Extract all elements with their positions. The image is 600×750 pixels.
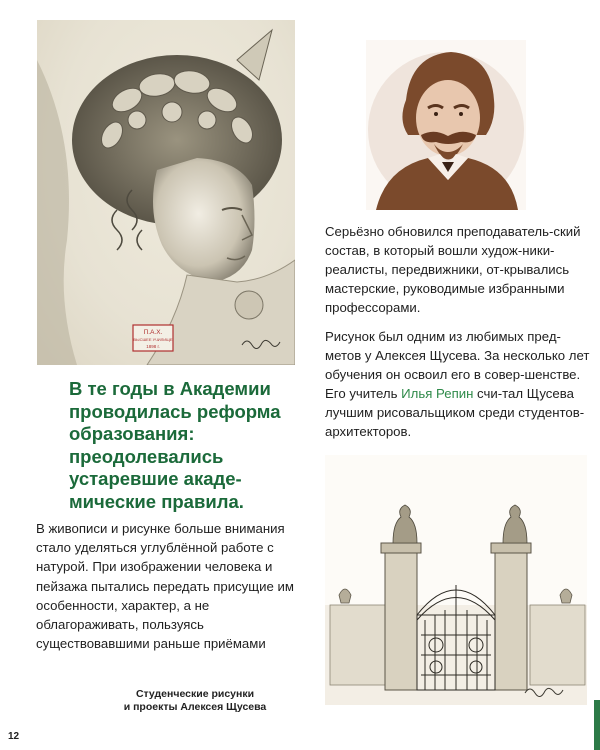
repin-portrait-illustration: [366, 40, 526, 210]
section-headline: В те годы в Академии проводилась реформа образования: преодолевались устаревшие акаде-мические правила.: [69, 378, 281, 512]
image-caption: [110, 688, 280, 714]
caption-line-2: и проекты Алексея Щусева: [123, 701, 267, 713]
page-number: 12: [8, 731, 20, 742]
repin-link[interactable]: Илья Репин: [401, 386, 474, 401]
bust-sketch-drawing: [37, 20, 295, 365]
sketch-stamp: [133, 325, 173, 351]
right-column-text: [325, 222, 590, 451]
left-body-text: В живописи и рисунке больше внимания стало уделяться углублённой работе с натурой. При изображении человека и пейзажа пытались передать присущие им особенности, характер, а не облагораживать, пользуясь существовавшими раньше приёмами: [36, 521, 294, 652]
stamp-line2: ВЫСШЕЕ УЧИЛИЩЕ: [133, 337, 173, 342]
right-paragraph-2-end: счи-тал Щусева лучшим рисовальщиком среди студентов-архитекторов.: [325, 386, 585, 439]
gate-drawing: [325, 455, 587, 705]
caption-line-1: Студенческие рисунки: [135, 688, 255, 700]
right-paragraph-2: [325, 327, 590, 441]
bust-sketch-image: [37, 20, 295, 365]
page-edge-accent: [594, 700, 600, 750]
portrait-drawing: [366, 40, 526, 210]
right-paragraph-2-start: Рисунок был одним из любимых пред-метов у Алексея Щусева. За несколько лет обучения он освоил его в совер-шенстве. Его учитель: [325, 329, 590, 401]
gate-drawing-image: [325, 455, 587, 705]
stamp-line1: П.А.Х.: [143, 329, 163, 336]
stamp-line3: 1898 г.: [146, 344, 160, 349]
right-paragraph-1: Серьёзно обновился преподаватель-ский состав, в который вошли худож-ники-реалисты, передвижники, от-крывались мастерские, руководимые избранными профессорами.: [325, 224, 581, 315]
